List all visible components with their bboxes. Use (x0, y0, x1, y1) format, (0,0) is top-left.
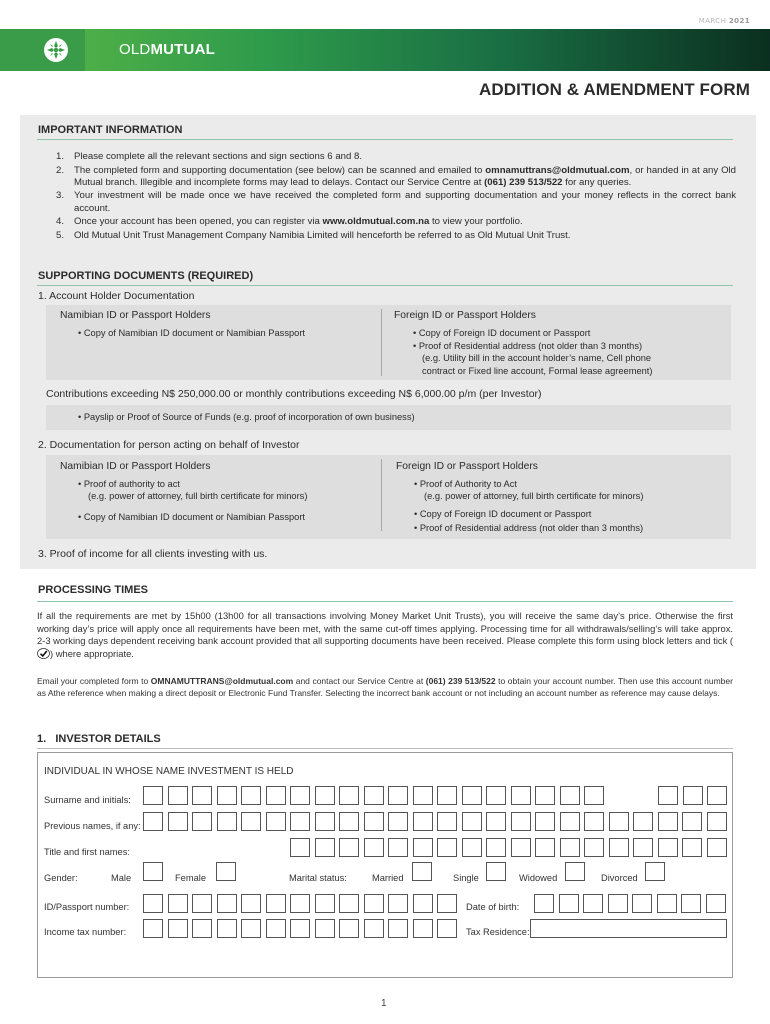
list-item: 5. Old Mutual Unit Trust Management Company Namibia Limited will henceforth be referred to as Old Mutual Unit Trust. (56, 229, 571, 241)
char-cell[interactable] (534, 894, 554, 913)
bullet: • Proof of Residential address (not older than 3 months) (414, 523, 644, 533)
contributions-title: Contributions exceeding N$ 250,000.00 or monthly contributions exceeding N$ 6,000.00 p/m (per Investor) (46, 388, 542, 400)
char-cell[interactable] (388, 812, 408, 831)
bullet: • Copy of Namibian ID document or Namibian Passport (78, 328, 305, 338)
section-3-title: 3. Proof of income for all clients investing with us. (38, 548, 268, 560)
char-cell[interactable] (168, 786, 188, 805)
char-cell[interactable] (290, 919, 310, 938)
list-item: 2. The completed form and supporting documentation (see below) can be scanned and emailed to omnamuttrans@oldmutual.com, or handed in at any Old Mutual branch. Illegible and incomplete forms may lead to delays. Contact our Service Centre at (061) 239 513/522 for any queries. (56, 164, 736, 188)
section-2-title: 2. Documentation for person acting on behalf of Investor (38, 439, 300, 451)
char-cell[interactable] (681, 894, 701, 913)
char-cell[interactable] (583, 894, 603, 913)
char-cell[interactable] (217, 812, 237, 831)
char-cell[interactable] (290, 786, 310, 805)
divorced-label: Divorced (601, 873, 638, 883)
phone-number: (061) 239 513/522 (484, 176, 563, 188)
email-link[interactable]: omnamuttrans@oldmutual.com (485, 164, 630, 176)
char-cell[interactable] (632, 894, 652, 913)
char-cell[interactable] (608, 894, 628, 913)
char-cell[interactable] (388, 919, 408, 938)
char-cell[interactable] (217, 894, 237, 913)
char-cell[interactable] (462, 786, 482, 805)
date-of-birth-label: Date of birth: (466, 902, 520, 912)
supporting-heading: SUPPORTING DOCUMENTS (REQUIRED) (38, 270, 254, 282)
char-cell[interactable] (241, 919, 261, 938)
char-cell[interactable] (486, 786, 506, 805)
char-cell[interactable] (437, 812, 457, 831)
char-cell[interactable] (192, 894, 212, 913)
char-cell[interactable] (535, 812, 555, 831)
char-cell[interactable] (388, 838, 408, 857)
female-checkbox[interactable] (216, 862, 236, 881)
gender-label: Gender: (44, 873, 78, 883)
char-cell[interactable] (168, 894, 188, 913)
divider (37, 748, 733, 749)
char-cell[interactable] (535, 786, 555, 805)
char-cell[interactable] (609, 838, 629, 857)
char-cell[interactable] (413, 838, 433, 857)
char-cell[interactable] (315, 812, 335, 831)
char-cell[interactable] (413, 894, 433, 913)
char-cell[interactable] (683, 786, 703, 805)
char-cell[interactable] (192, 919, 212, 938)
char-cell[interactable] (413, 812, 433, 831)
marital-status-label: Marital status: (289, 873, 347, 883)
form-title: ADDITION & AMENDMENT FORM (478, 80, 750, 99)
bullet-detail: (e.g. Utility bill in the account holder’s name, Cell phone (422, 353, 652, 363)
char-cell[interactable] (388, 786, 408, 805)
bullet: • Copy of Namibian ID document or Namibian Passport (78, 512, 305, 522)
namibian-holders-title: Namibian ID or Passport Holders (60, 461, 211, 472)
char-cell[interactable] (706, 894, 726, 913)
divider (37, 285, 733, 286)
single-checkbox[interactable] (486, 862, 506, 881)
email-link[interactable]: OMNAMUTTRANS@oldmutual.com (150, 676, 294, 686)
tax-residence-input[interactable] (530, 919, 727, 938)
tick-icon (37, 648, 50, 659)
bullet: • Proof of Residential address (not older than 3 months) (413, 341, 643, 351)
female-label: Female (175, 873, 207, 883)
married-label: Married (372, 873, 404, 883)
char-cell[interactable] (609, 812, 629, 831)
char-cell[interactable] (266, 786, 286, 805)
tax-residence-label: Tax Residence: (466, 927, 530, 937)
char-cell[interactable] (535, 838, 555, 857)
char-cell[interactable] (339, 838, 359, 857)
divider (37, 601, 733, 602)
char-cell[interactable] (266, 812, 286, 831)
male-label: Male (111, 873, 132, 883)
widowed-checkbox[interactable] (565, 862, 585, 881)
title-names-label: Title and first names: (44, 847, 130, 857)
char-cell[interactable] (462, 812, 482, 831)
char-cell[interactable] (658, 838, 678, 857)
char-cell[interactable] (192, 786, 212, 805)
char-cell[interactable] (707, 838, 727, 857)
char-cell[interactable] (584, 812, 604, 831)
surname-label: Surname and initials: (44, 795, 131, 805)
char-cell[interactable] (658, 812, 678, 831)
column-divider (381, 309, 382, 376)
bullet-detail: (e.g. power of attorney, full birth certificate for minors) (424, 491, 644, 501)
char-cell[interactable] (364, 812, 384, 831)
char-cell[interactable] (413, 919, 433, 938)
char-cell[interactable] (315, 838, 335, 857)
important-list (56, 151, 736, 243)
list-item: 3. Your investment will be made once we have received the completed form and supporting documentation and your money reflects in the correct bank account. (56, 190, 736, 214)
char-cell[interactable] (143, 894, 163, 913)
char-cell[interactable] (241, 786, 261, 805)
char-cell[interactable] (143, 919, 163, 938)
char-cell[interactable] (266, 894, 286, 913)
char-cell[interactable] (584, 786, 604, 805)
char-cell[interactable] (707, 812, 727, 831)
char-cell[interactable] (315, 919, 335, 938)
email-instructions: Email your completed form to OMNAMUTTRANS@oldmutual.com and contact our Service Centre at (061) 239 513/522 to obtain your account number. Then use this account number as Athe reference when making a direct deposit or Electronic Fund Transfer. Selecting the incorrect bank account or not including an account number as reference may cause delays. (37, 676, 733, 698)
char-cell[interactable] (658, 786, 678, 805)
char-cell[interactable] (143, 786, 163, 805)
char-cell[interactable] (462, 838, 482, 857)
bullet: • Payslip or Proof of Source of Funds (e.g. proof of incorporation of own business) (78, 412, 415, 422)
processing-heading: PROCESSING TIMES (38, 584, 149, 596)
investor-heading: 1. INVESTOR DETAILS (37, 733, 161, 745)
bullet: • Copy of Foreign ID document or Passport (414, 509, 592, 519)
investor-box-title: INDIVIDUAL IN WHOSE NAME INVESTMENT IS HELD (44, 766, 294, 777)
previous-names-label: Previous names, if any: (44, 821, 141, 831)
list-item: 1. Please complete all the relevant sections and sign sections 6 and 8. (56, 151, 362, 162)
char-cell[interactable] (192, 812, 212, 831)
male-checkbox[interactable] (143, 862, 163, 881)
bullet: • Proof of authority to act (78, 479, 180, 489)
column-divider (381, 459, 382, 531)
foreign-holders-title: Foreign ID or Passport Holders (396, 461, 538, 472)
char-cell[interactable] (707, 786, 727, 805)
char-cell[interactable] (560, 838, 580, 857)
char-cell[interactable] (511, 786, 531, 805)
bullet-detail: contract or Fixed line account, Formal lease agreement) (422, 366, 653, 376)
list-item: 4. Once your account has been opened, you can register via www.oldmutual.com.na to view your portfolio. (56, 216, 523, 228)
char-cell[interactable] (217, 786, 237, 805)
char-cell[interactable] (486, 812, 506, 831)
char-cell[interactable] (339, 894, 359, 913)
char-cell[interactable] (364, 786, 384, 805)
foreign-holders-title: Foreign ID or Passport Holders (394, 310, 536, 321)
id-passport-label: ID/Passport number: (44, 902, 130, 912)
investor-details-box (37, 752, 733, 978)
logo-box (0, 29, 85, 71)
char-cell[interactable] (168, 919, 188, 938)
income-tax-label: Income tax number: (44, 927, 127, 937)
char-cell[interactable] (486, 838, 506, 857)
char-cell[interactable] (437, 894, 457, 913)
namibian-holders-title: Namibian ID or Passport Holders (60, 310, 211, 321)
char-cell[interactable] (241, 894, 261, 913)
brand-name: OLDMUTUAL (119, 41, 215, 58)
char-cell[interactable] (511, 838, 531, 857)
char-cell[interactable] (364, 894, 384, 913)
char-cell[interactable] (560, 786, 580, 805)
char-cell[interactable] (339, 812, 359, 831)
char-cell[interactable] (168, 812, 188, 831)
important-heading: IMPORTANT INFORMATION (38, 124, 183, 136)
bullet: • Copy of Foreign ID document or Passport (413, 328, 591, 338)
website-link[interactable]: www.oldmutual.com.na (322, 216, 430, 228)
widowed-label: Widowed (519, 873, 558, 883)
bullet-detail: (e.g. power of attorney, full birth certificate for minors) (88, 491, 308, 501)
char-cell[interactable] (584, 838, 604, 857)
char-cell[interactable] (143, 812, 163, 831)
char-cell[interactable] (682, 838, 702, 857)
char-cell[interactable] (560, 812, 580, 831)
char-cell[interactable] (437, 838, 457, 857)
divorced-checkbox[interactable] (645, 862, 665, 881)
page-number: 1 (381, 998, 387, 1009)
char-cell[interactable] (437, 919, 457, 938)
char-cell[interactable] (339, 786, 359, 805)
char-cell[interactable] (682, 812, 702, 831)
section-1-title: 1. Account Holder Documentation (38, 290, 195, 302)
brand-banner (0, 29, 770, 71)
char-cell[interactable] (559, 894, 579, 913)
char-cell[interactable] (413, 786, 433, 805)
char-cell[interactable] (437, 786, 457, 805)
char-cell[interactable] (290, 812, 310, 831)
form-date: MARCH 2021 (698, 17, 750, 25)
char-cell[interactable] (339, 919, 359, 938)
char-cell[interactable] (388, 894, 408, 913)
processing-paragraph: If all the requirements are met by 15h00 (13h00 for all transactions involving Money Market Unit Trusts), you will receive the same day’s price. Otherwise the first working day’s price will apply once all requirements have been met, with the same cut-off times applying. Processing time for all withdrawals/selling’s will take approx. 2-3 working days dependent receiving bank account provided that all supporting documents have been received. Please complete this form using block letters and tick () where appropriate. (37, 610, 734, 659)
char-cell[interactable] (315, 786, 335, 805)
phone-number: (061) 239 513/522 (425, 676, 496, 686)
char-cell[interactable] (657, 894, 677, 913)
char-cell[interactable] (217, 919, 237, 938)
char-cell[interactable] (364, 838, 384, 857)
married-checkbox[interactable] (412, 862, 432, 881)
char-cell[interactable] (266, 919, 286, 938)
old-mutual-logo-icon (43, 37, 69, 63)
char-cell[interactable] (290, 838, 310, 857)
char-cell[interactable] (633, 812, 653, 831)
char-cell[interactable] (511, 812, 531, 831)
single-label: Single (453, 873, 479, 883)
char-cell[interactable] (364, 919, 384, 938)
divider (37, 139, 733, 140)
char-cell[interactable] (290, 894, 310, 913)
bullet: • Proof of Authority to Act (414, 479, 517, 489)
char-cell[interactable] (241, 812, 261, 831)
char-cell[interactable] (633, 838, 653, 857)
char-cell[interactable] (315, 894, 335, 913)
